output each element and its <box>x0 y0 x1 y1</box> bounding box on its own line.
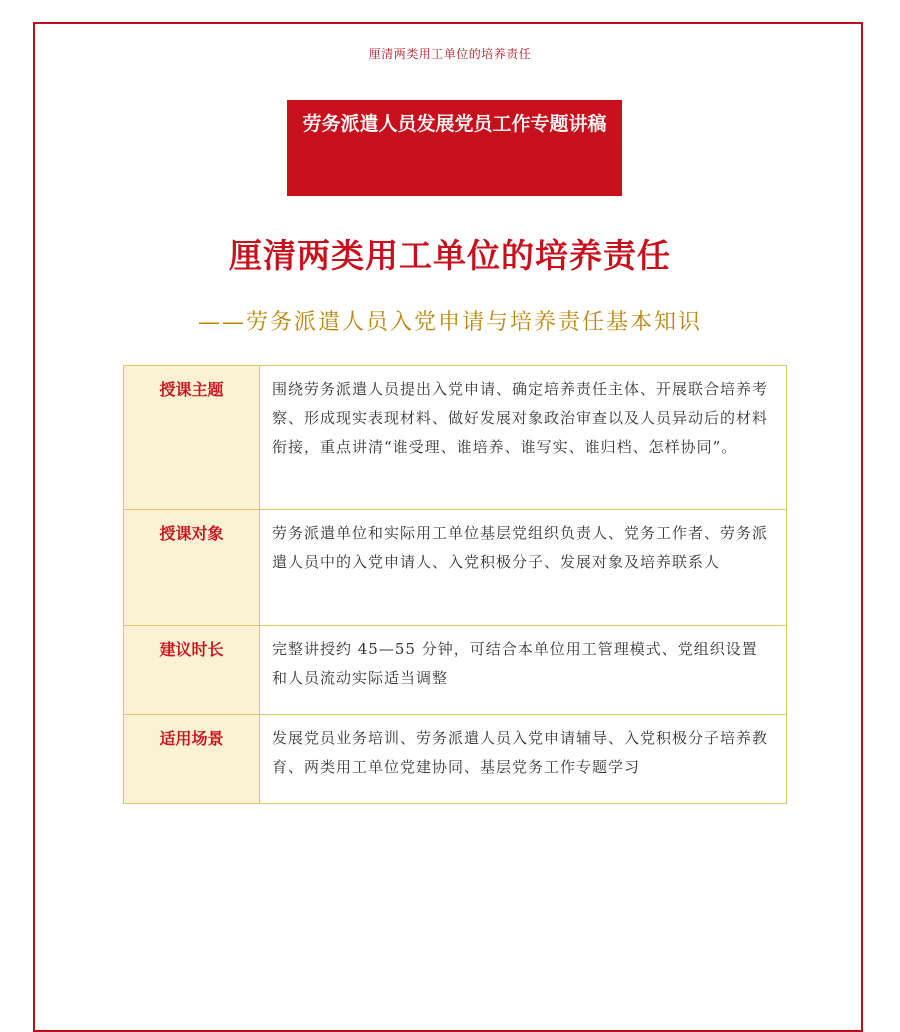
running-header: 厘清两类用工单位的培养责任 <box>368 47 532 61</box>
row-content: 完整讲授约 45—55 分钟，可结合本单位用工管理模式、党组织设置和人员流动实际适当调整 <box>260 626 787 715</box>
table-row-scenarios <box>124 715 787 804</box>
table-row-topic <box>124 366 787 510</box>
row-label: 授课对象 <box>124 510 260 626</box>
table-row-duration <box>124 626 787 715</box>
main-title: 厘清两类用工单位的培养责任 <box>229 236 671 275</box>
info-table <box>123 365 787 804</box>
row-label: 建议时长 <box>124 626 260 715</box>
subtitle: ——劳务派遣人员入党申请与培养责任基本知识 <box>197 310 702 335</box>
row-content: 围绕劳务派遣人员提出入党申请、确定培养责任主体、开展联合培养考察、形成现实表现材料、做好发展对象政治审查以及人员异动后的材料衔接，重点讲清“谁受理、谁培养、谁写实、谁归档、怎样协同”。 <box>260 366 787 510</box>
row-content: 发展党员业务培训、劳务派遣人员入党申请辅导、入党积极分子培养教育、两类用工单位党建协同、基层党务工作专题学习 <box>260 715 787 804</box>
table-row-audience <box>124 510 787 626</box>
row-label: 授课主题 <box>124 366 260 510</box>
row-label: 适用场景 <box>124 715 260 804</box>
row-content: 劳务派遣单位和实际用工单位基层党组织负责人、党务工作者、劳务派遣人员中的入党申请人、入党积极分子、发展对象及培养联系人 <box>260 510 787 626</box>
title-box: 劳务派遣人员发展党员工作专题讲稿 <box>287 100 622 196</box>
